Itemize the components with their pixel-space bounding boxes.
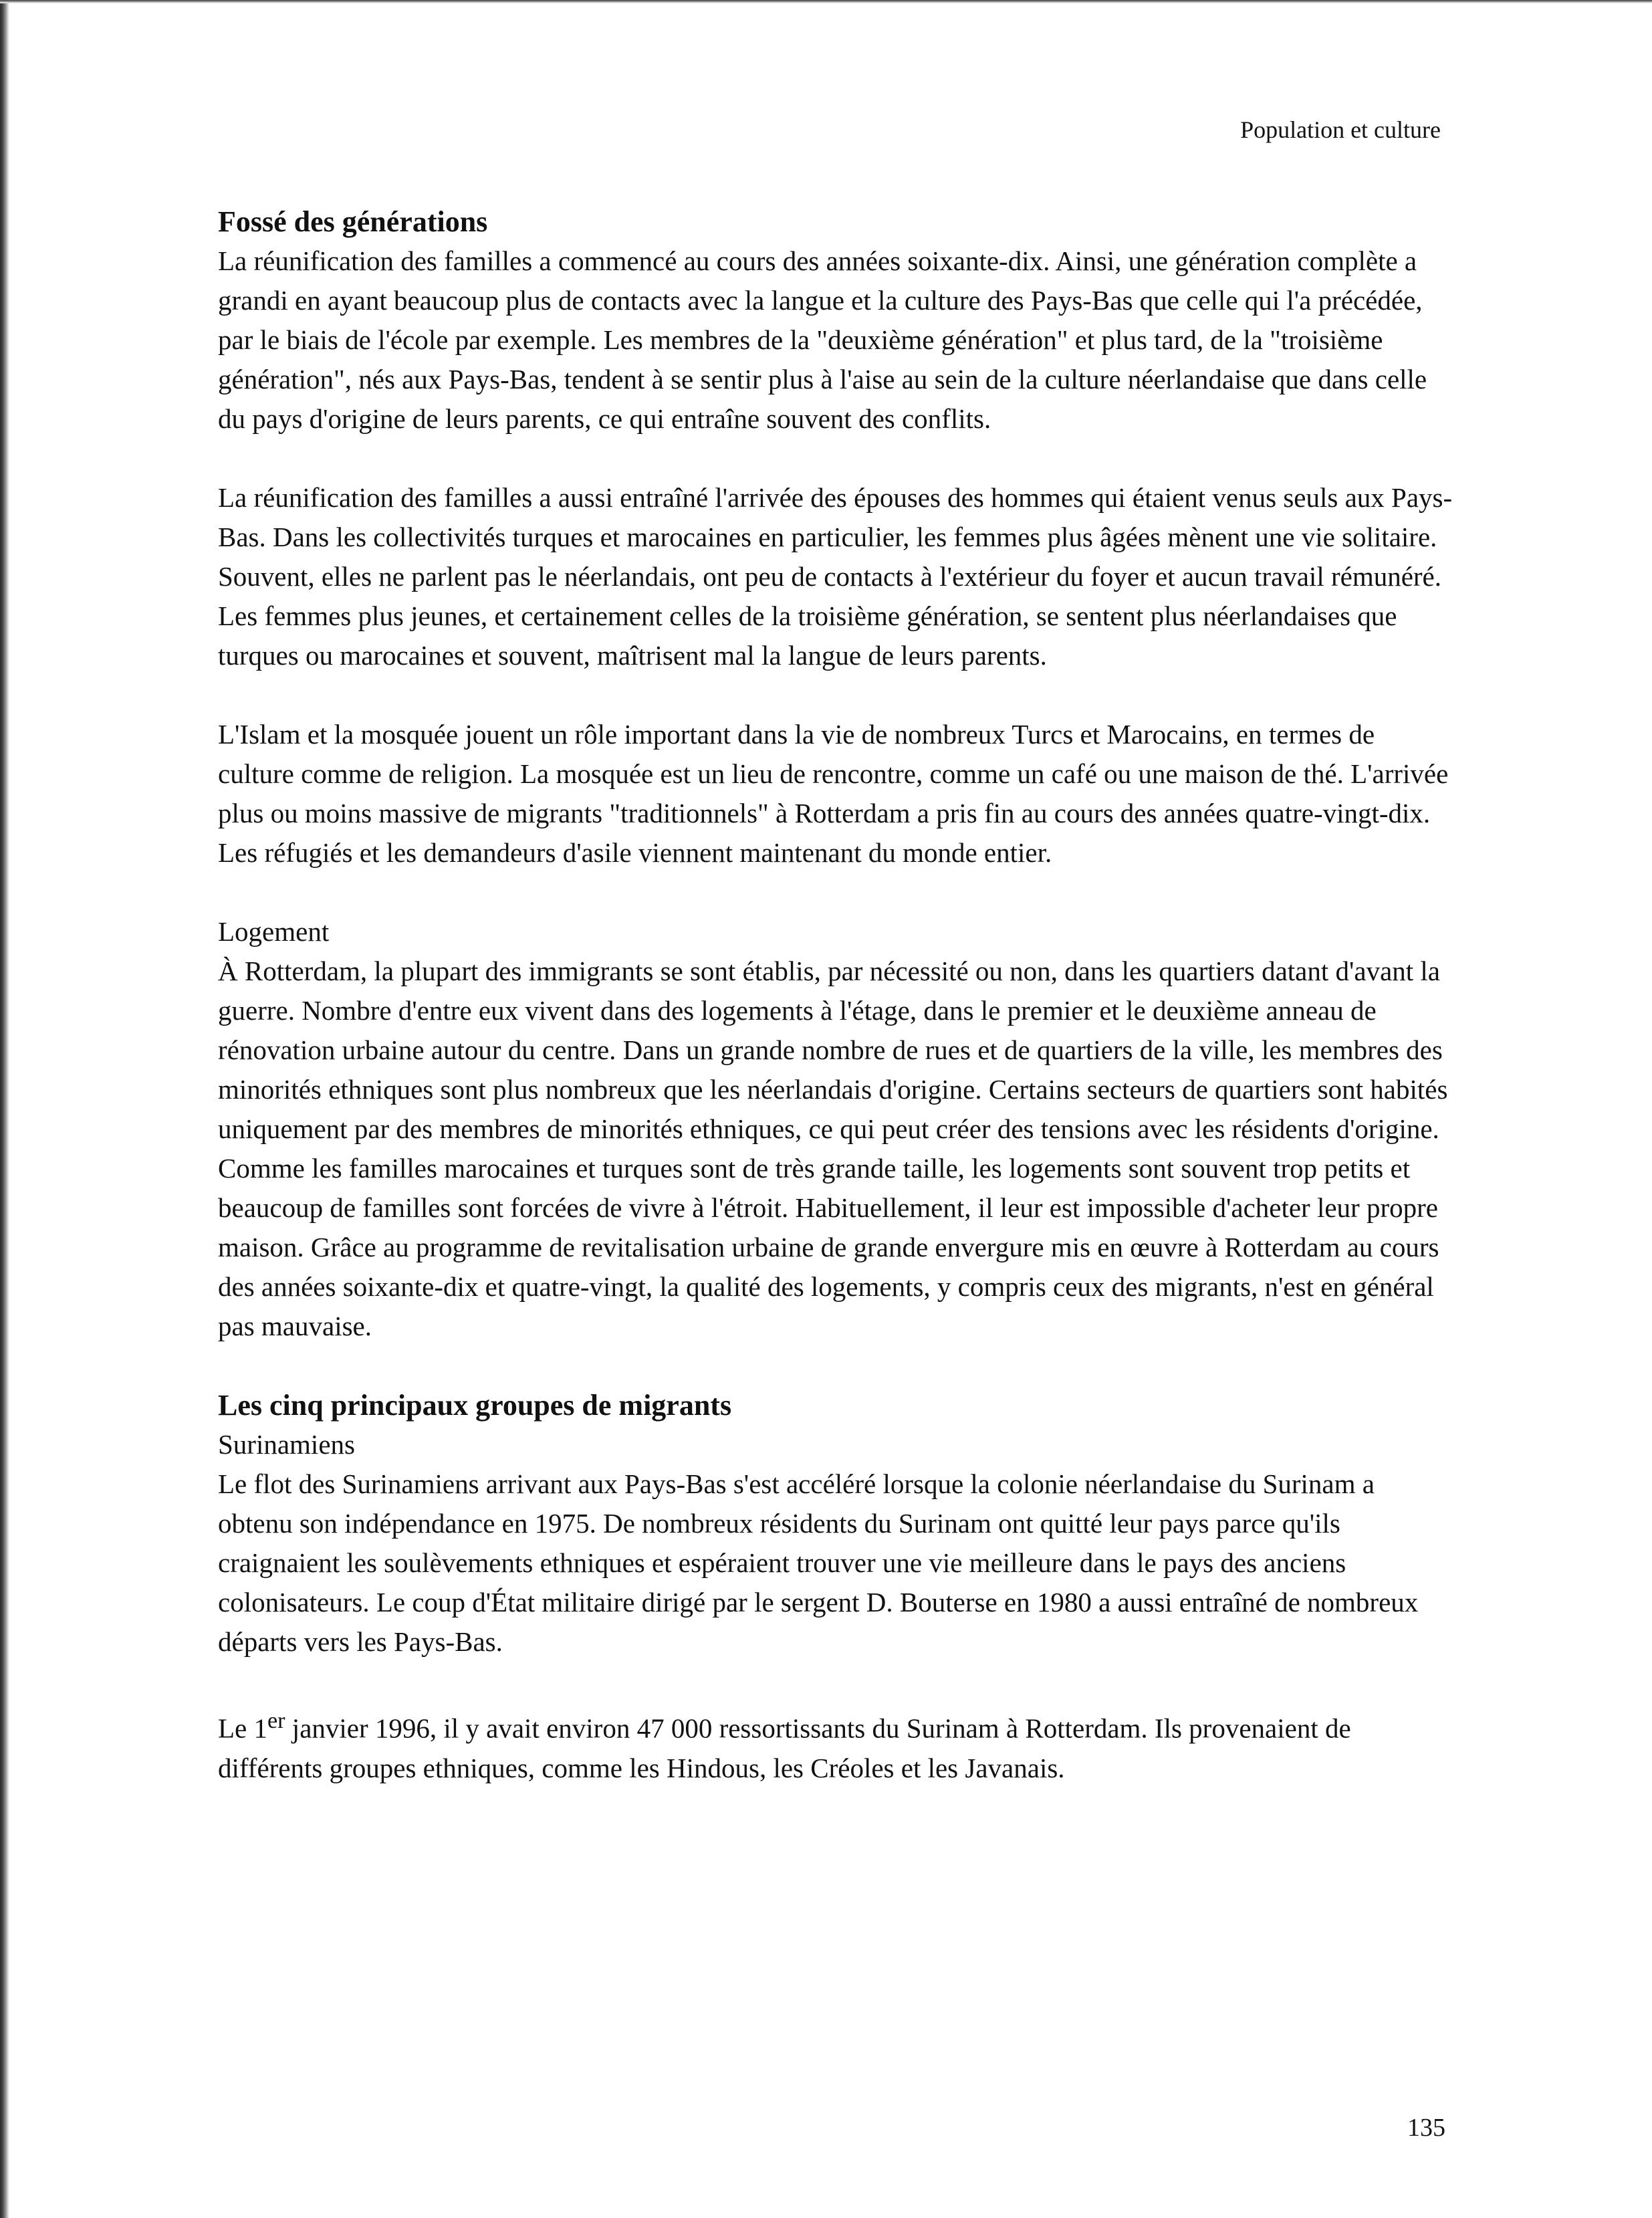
section-heading-generations: Fossé des générations [218, 205, 488, 238]
page-number: 135 [1407, 2114, 1445, 2142]
scan-edge [0, 0, 9, 2218]
superscript: er [267, 1708, 285, 1733]
text-fragment: janvier 1996, il y avait environ 47 000 ressortissants du Surinam à Rotterdam. Ils provenaient de différents groupes ethniques, comme les Hindous, les Créoles et les Javanais. [218, 1712, 1351, 1783]
paragraph-generations-3: L'Islam et la mosquée jouent un rôle important dans la vie de nombreux Turcs et Marocains, en termes de culture comme de religion. La mosquée est un lieu de rencontre, comme un café ou une maison de thé. L'arrivée plus ou moins massive de migrants "traditionnels" à Rotterdam a pris fin au cours des années quatre-vingt-dix. Les réfugiés et les demandeurs d'asile viennent maintenant du monde entier. [218, 719, 1449, 868]
scan-top-edge [0, 0, 1652, 3]
running-header: Population et culture [1240, 116, 1441, 143]
subheading-surinamese: Surinamiens [218, 1429, 355, 1460]
section-heading-migrant-groups: Les cinq principaux groupes de migrants [218, 1389, 732, 1422]
section-heading-housing: Logement [218, 916, 330, 947]
paragraph-surinamese-1: Le flot des Surinamiens arrivant aux Pays-Bas s'est accéléré lorsque la colonie néerlandaise du Surinam a obtenu son indépendance en 1975. De nombreux résidents du Surinam ont quitté leur pays parce qu'ils craignaient les soulèvements ethniques et espéraient trouver une vie meilleure dans le pays des anciens colonisateurs. Le coup d'État militaire dirigé par le sergent D. Bouterse en 1980 a aussi entraîné de nombreux départs vers les Pays-Bas. [218, 1468, 1419, 1657]
text-fragment: Le 1 [218, 1712, 267, 1744]
page-body [218, 202, 1455, 1788]
paragraph-surinamese-2 [218, 1701, 1455, 1788]
paragraph-generations-2: La réunification des familles a aussi entraîné l'arrivée des épouses des hommes qui étaient venus seuls aux Pays-Bas. Dans les collectivités turques et marocaines en particulier, les femmes plus âgées mènent une vie solitaire. Souvent, elles ne parlent pas le néerlandais, ont peu de contacts à l'extérieur du foyer et aucun travail rémunéré. Les femmes plus jeunes, et certainement celles de la troisième génération, se sentent plus néerlandaises que turques ou marocaines et souvent, maîtrisent mal la langue de leurs parents. [218, 482, 1453, 671]
paragraph-generations-1: La réunification des familles a commencé au cours des années soixante-dix. Ainsi, une génération complète a grandi en ayant beaucoup plus de contacts avec la langue et la culture des Pays-Bas que celle qui l'a précédée, par le biais de l'école par exemple. Les membres de la "deuxième génération" et plus tard, de la "troisième génération", nés aux Pays-Bas, tendent à se sentir plus à l'aise au sein de la culture néerlandaise que dans celle du pays d'origine de leurs parents, ce qui entraîne souvent des conflits. [218, 245, 1427, 434]
paragraph-housing: À Rotterdam, la plupart des immigrants se sont établis, par nécessité ou non, dans les quartiers datant d'avant la guerre. Nombre d'entre eux vivent dans des logements à l'étage, dans le premier et le deuxième anneau de rénovation urbaine autour du centre. Dans un grande nombre de rues et de quartiers de la ville, les membres des minorités ethniques sont plus nombreux que les néerlandais d'origine. Certains secteurs de quartiers sont habités uniquement par des membres de minorités ethniques, ce qui peut créer des tensions avec les résidents d'origine. Comme les familles marocaines et turques sont de très grande taille, les logements sont souvent trop petits et beaucoup de familles sont forcées de vivre à l'étroit. Habituellement, il leur est impossible d'acheter leur propre maison. Grâce au programme de revitalisation urbaine de grande envergure mis en œuvre à Rotterdam au cours des années soixante-dix et quatre-vingt, la qualité des logements, y compris ceux des migrants, n'est en général pas mauvaise. [218, 956, 1448, 1341]
